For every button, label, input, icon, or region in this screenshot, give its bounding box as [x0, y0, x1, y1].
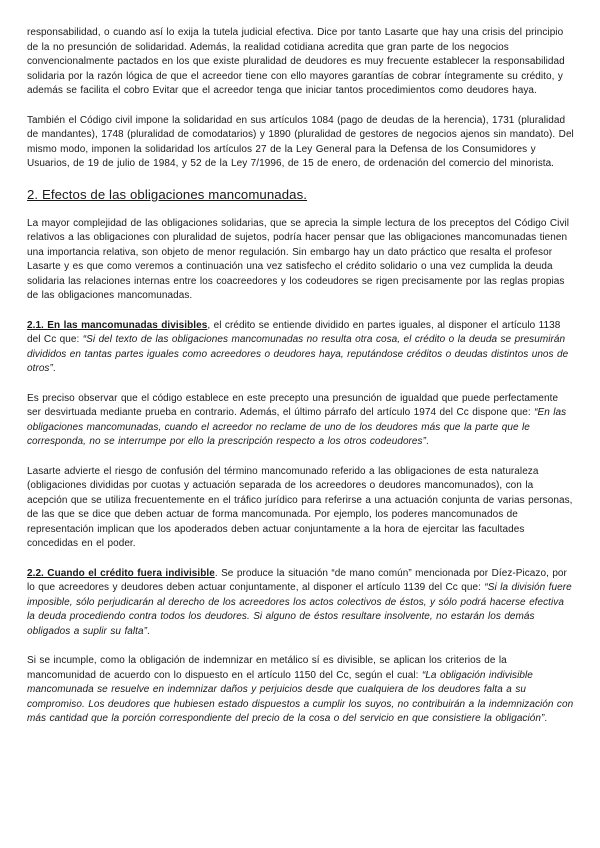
legal-quote: “En las obligaciones mancomunadas, cuando el acreedor no reclame de uno de los deudores más que la parte que le corresponda, no se interrumpe por ello la prescripción respecto a los otros codeudores”: [27, 407, 567, 447]
paragraph-complexity: La mayor complejidad de las obligaciones solidarias, que se aprecia la simple lectura de los preceptos del Código Civil relativos a las obligaciones con pluralidad de sujetos, podría hacer pensar que las obligaciones mancomunadas tienen una importancia relativa, son objeto de menor regulación. Sin embargo hay un dato práctico que resalta el profesor Lasarte y es que como veremos a continuación una vez satisfecho el crédito solidario o una vez cumplida la deuda solidaria las relaciones internas entre los coacreedores y los codeudores se rigen precisamente por las reglas propias de las obligaciones mancomunadas.: [27, 217, 570, 301]
paragraph-confusion: Lasarte advierte el riesgo de confusión del término mancomunado referido a las obligaciones de esta naturaleza (obligaciones divididas por cuotas y actuación separada de los acreedores o deudores mancomunados), con la acepción que se utiliza frecuentemente en el tráfico jurídico para referirse a una actuación conjunta de varias personas, de las que se dice que deben actuar de forma mancomunada. Por ejemplo, los poderes mancomunados de representación implican que los apoderados deben actuar conjuntamente a la hora de ejercitar las facultades concedidas en el poder.: [27, 465, 573, 549]
paragraph-text: Es preciso observar que el código establece en este precepto una presunción de igualdad que puede perfectamente ser desvirtuada mediante prueba en contrario. Además, el último párrafo del artículo 1974 del Cc dispone que:: [27, 392, 559, 418]
paragraph-indivisible: [27, 567, 575, 640]
section-heading: 2. Efectos de las obligaciones mancomunadas.: [27, 186, 308, 202]
paragraph-divisible: [27, 319, 575, 377]
paragraph-solidarity-crisis: responsabilidad, o cuando así lo exija la tutela judicial efectiva. Dice por tanto Lasarte que hay una crisis del principio de la no presunción de solidaridad. Además, la realidad cotidiana acredita que gran parte de los negocios convencionalmente pactados en los que existe pluralidad de deudores es muy frecuente establecer la responsabilidad solidaria por la razón lógica de que el acreedor tiene con ello mayores garantías de cobrar íntegramente su crédito, y además se facilita el cobro Evitar que el acreedor tenga que iniciar tantos procedimientos como deudores haya.: [27, 27, 565, 96]
subsection-title-divisible: 2.1. En las mancomunadas divisibles: [27, 319, 208, 331]
paragraph-breach: [27, 654, 575, 727]
legal-quote: “La obligación indivisible mancomunada se resuelve en indemnizar daños y perjuicios desde que cualquiera de los deudores falta a su compromiso. Los deudores que hubiesen estado dispuestos a cumplir los suyos, no contribuirán a la indemnización con más cantidad que la porción correspondiente del precio de la cosa o del servicio en que consistiere la obligación”: [27, 669, 574, 724]
paragraph-text: Si se incumple, como la obligación de indemnizar en metálico sí es divisible, se aplican los criterios de la mancomunidad de acuerdo con lo dispuesto en el artículo 1150 del Cc, según el cual:: [27, 655, 507, 681]
paragraph-civil-code-articles: También el Código civil impone la solidaridad en sus artículos 1084 (pago de deudas de la herencia), 1731 (pluralidad de mandantes), 1748 (pluralidad de comodatarios) y 1890 (pluralidad de gestores de negocios ajenos sin mandato). Del mismo modo, imponen la solidaridad los artículos 27 de la Ley General para la Defensa de los Consumidores y Usuarios, de 19 de julio de 1984, y 52 de la Ley 7/1996, de 15 de enero, de ordenación del comercio del minorista.: [27, 114, 574, 169]
paragraph-end: .: [425, 436, 429, 447]
paragraph-end: .: [544, 713, 548, 724]
paragraph-end: .: [52, 363, 56, 374]
paragraph-text: . Se produce la situación “de mano común” mencionada por Díez-Picazo, por lo que acreedores y deudores deben actuar conjuntamente, al disponer el artículo 1139 del Cc que:: [27, 567, 567, 593]
paragraph-presumption: [27, 392, 575, 450]
paragraph-end: .: [146, 625, 150, 637]
legal-quote: “Si la división fuere imposible, sólo perjudicarán al derecho de los acreedores los actos colectivos de éstos, y sólo podrá hacerse efectiva la deuda procediendo contra todos los deudores. Si alguno de éstos resultare insolvente, no estarán los demás obligados a suplir su falta”: [27, 582, 572, 637]
legal-quote: “Si del texto de las obligaciones mancomunadas no resulta otra cosa, el crédito o la deuda se presumirán divididos en tantas partes iguales como acreedores o deudores haya, reputándose créditos o deudas distintos unos de otros”: [27, 334, 569, 374]
paragraph-text: , el crédito se entiende dividido en partes iguales, al disponer el artículo 1138 del Cc que:: [27, 319, 561, 345]
document-page: [27, 26, 575, 742]
subsection-title-indivisible: 2.2. Cuando el crédito fuera indivisible: [27, 567, 215, 579]
